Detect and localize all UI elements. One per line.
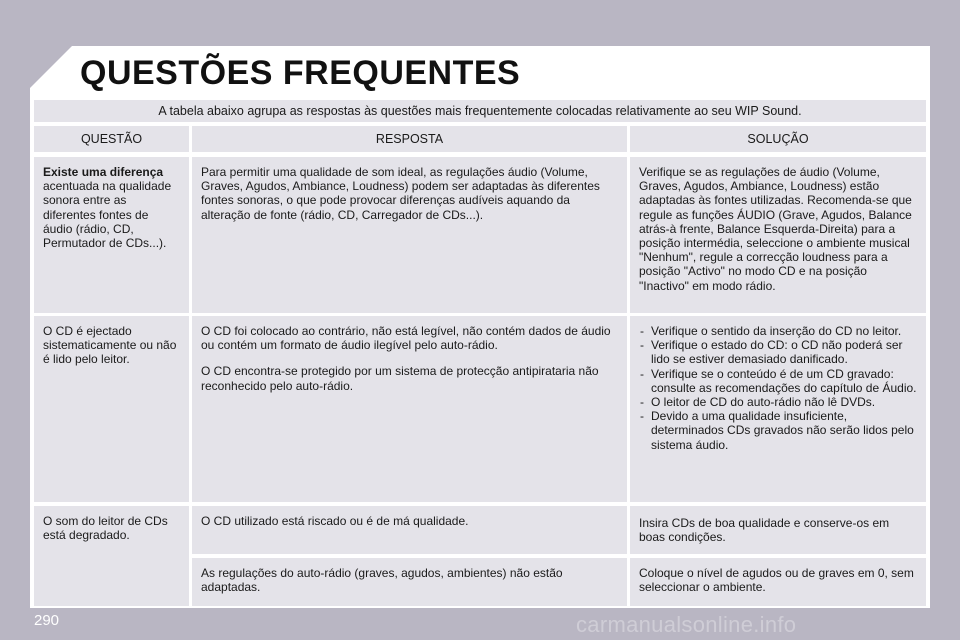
row2-solution-cell — [630, 316, 926, 502]
list-item: - Verifique se o conteúdo é de um CD gravado: consulte as recomendações do capítulo de Áudio. — [639, 367, 917, 395]
row1-question-text: acentuada na qualidade sonora entre as diferentes fontes de áudio (rádio, CD, Permutador de CDs...). — [43, 179, 172, 251]
page-corner-cut — [30, 46, 72, 88]
row3-solution-a-text: Insira CDs de boa qualidade e conserve-os em boas condições. — [639, 516, 890, 545]
list-item: - Verifique o estado do CD: o CD não poderá ser lido se estiver demasiado danificado. — [639, 338, 917, 366]
row3-answer-b-cell — [192, 558, 627, 606]
row2-solution-list — [639, 324, 917, 452]
row1-question-bold: Existe uma diferença — [43, 165, 164, 179]
row2-answer-p1: O CD foi colocado ao contrário, não está legível, não contém dados de áudio ou contém um formato de áudio ilegível pelo auto-rádio. — [201, 324, 611, 353]
header-question: QUESTÃO — [34, 126, 189, 152]
row3-answer-b-text: As regulações do auto-rádio (graves, agudos, ambientes) não estão adaptadas. — [201, 566, 563, 595]
list-item: - O leitor de CD do auto-rádio não lê DVDs. — [639, 395, 917, 409]
row3-solution-b-cell — [630, 558, 926, 606]
list-item: - Verifique o sentido da inserção do CD no leitor. — [639, 324, 917, 338]
row1-question-cell — [34, 157, 189, 313]
row1-solution-text: Verifique se as regulações de áudio (Volume, Graves, Agudos, Ambiance, Loudness) estão adaptadas às fontes utilizadas. Recomenda-se que regule as funções ÁUDIO (Grave, Agudos, Balance atrás-à frente, Balance Esquerda-Direita) para a posição intermédia, seleccione o ambiente musical "Nenhum", regule a correcção loudness para a posição "Activo" no modo CD e na posição "Inactivo" em modo rádio. — [639, 165, 912, 293]
watermark: carmanualsonline.info — [576, 612, 797, 637]
row2-question-text: O CD é ejectado sistematicamente ou não é lido pelo leitor. — [43, 324, 177, 367]
intro-text: A tabela abaixo agrupa as respostas às questões mais frequentemente colocadas relativamente ao seu WIP Sound. — [34, 100, 926, 122]
row3-answer-a-cell — [192, 506, 627, 554]
row2-answer-cell — [192, 316, 627, 502]
row3-solution-b-text: Coloque o nível de agudos ou de graves em 0, sem seleccionar o ambiente. — [639, 566, 914, 595]
header-solution: SOLUÇÃO — [630, 126, 926, 152]
row1-answer-cell — [192, 157, 627, 313]
row3-question-text: O som do leitor de CDs está degradado. — [43, 514, 168, 543]
page-title: QUESTÕES FREQUENTES — [80, 54, 521, 92]
row3-question-cell — [34, 506, 189, 606]
row3-solution-a-cell — [630, 506, 926, 554]
row2-answer-p2: O CD encontra-se protegido por um sistema de protecção antipirataria não reconhecido pelo auto-rádio. — [201, 364, 599, 393]
row2-question-cell — [34, 316, 189, 502]
row1-solution-cell — [630, 157, 926, 313]
header-answer: RESPOSTA — [192, 126, 627, 152]
list-item: - Devido a uma qualidade insuficiente, determinados CDs gravados não serão lidos pelo sistema áudio. — [639, 409, 917, 452]
row1-answer-text: Para permitir uma qualidade de som ideal, as regulações áudio (Volume, Graves, Agudos, Ambiance, Loudness) podem ser adaptadas às diferentes fontes sonoras, o que pode provocar diferenças audíveis aquando da alteração de fonte (rádio, CD, Carregador de CDs...). — [201, 165, 600, 222]
row3-answer-a-text: O CD utilizado está riscado ou é de má qualidade. — [201, 514, 469, 528]
page-number: 290 — [34, 612, 60, 629]
